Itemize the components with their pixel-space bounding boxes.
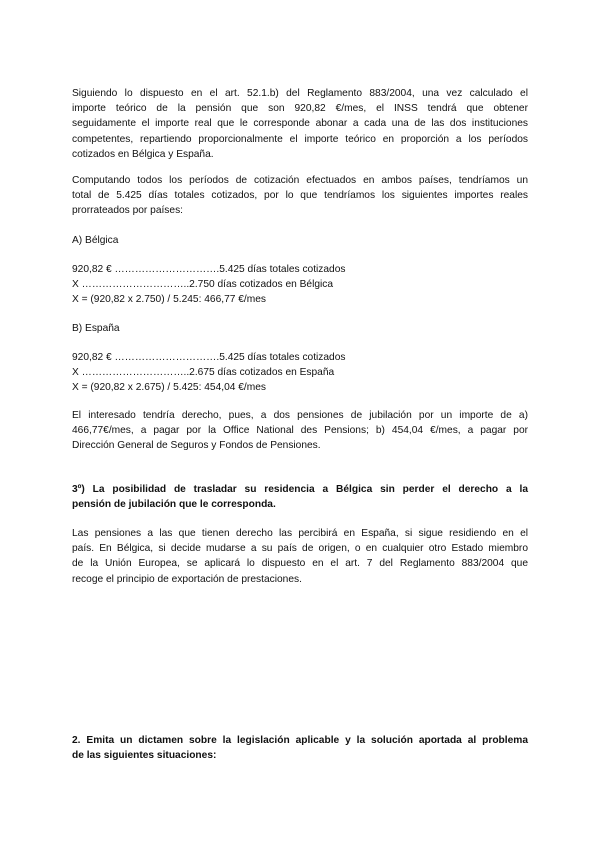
text-line: 3º) La posibilidad de trasladar su residencia a Bélgica sin perder el derecho a la <box>72 484 528 495</box>
text-line: cotizados en Bélgica y España. <box>72 148 214 160</box>
text-line: país. En Bélgica, si decide mudarse a su país de origen, o en cualquier otro Estado miembro <box>72 543 528 555</box>
calculation-line: X …………………………..2.750 días cotizados en Bélgica <box>72 279 334 291</box>
heading-espana: B) España <box>72 323 120 334</box>
text-line: 466,77€/mes, a pagar por la Office National des Pensions; b) 454,04 €/mes, a pagar por <box>72 425 528 437</box>
paragraph-computo-periodos <box>72 173 528 219</box>
text-line: recoge el principio de exportación de prestaciones. <box>72 573 302 585</box>
calculation-line: 920,82 € ………………………….5.425 días totales cotizados <box>72 352 346 363</box>
calculation-line: 920,82 € ………………………….5.425 días totales cotizados <box>72 264 346 275</box>
calculation-line: X = (920,82 x 2.750) / 5.245: 466,77 €/mes <box>72 294 266 306</box>
text-line: competentes, repartiendo proporcionalmente el importe teórico en proporción a los períodos <box>72 133 528 145</box>
text-line: Dirección General de Seguros y Fondos de Pensiones. <box>72 440 321 452</box>
calculation-espana <box>72 350 528 396</box>
text-line: de las siguientes situaciones: <box>72 750 217 762</box>
text-line: pensión de jubilación que le corresponda. <box>72 499 276 511</box>
text-line: importe teórico de la pensión que son 920,82 €/mes, el INSS tendrá que obtener <box>72 103 528 115</box>
text-line: seguidamente el importe real que le corresponde abonar a cada una de las dos instituciones <box>72 118 528 130</box>
text-line: prorrateados por países: <box>72 205 183 217</box>
question-2-heading <box>72 733 528 763</box>
text-line: total de 5.425 días totales cotizados, por lo que tendríamos los siguientes importes reales <box>72 190 528 202</box>
paragraph-reglamento-calculo <box>72 86 528 162</box>
section-heading-traslado-residencia <box>72 482 528 512</box>
text-line: de la Unión Europea, se aplicará lo dispuesto en el art. 7 del Reglamento 883/2004 que <box>72 558 528 570</box>
text-line: 2. Emita un dictamen sobre la legislación aplicable y la solución aportada al problema <box>72 735 528 746</box>
text-line: Siguiendo lo dispuesto en el art. 52.1.b) del Reglamento 883/2004, una vez calculado el <box>72 88 528 99</box>
calculation-line: X …………………………..2.675 días cotizados en España <box>72 367 335 379</box>
paragraph-conclusion-pensiones <box>72 408 528 454</box>
paragraph-exportacion-prestaciones <box>72 526 528 587</box>
text-line: Computando todos los períodos de cotización efectuados en ambos países, tendríamos un <box>72 175 528 186</box>
text-line: Las pensiones a las que tienen derecho las percibirá en España, si sigue residiendo en el <box>72 528 528 539</box>
calculation-belgica <box>72 262 528 308</box>
calculation-line: X = (920,82 x 2.675) / 5.425: 454,04 €/mes <box>72 382 266 394</box>
text-line: El interesado tendría derecho, pues, a dos pensiones de jubilación por un importe de a) <box>72 410 528 421</box>
heading-belgica: A) Bélgica <box>72 235 119 246</box>
